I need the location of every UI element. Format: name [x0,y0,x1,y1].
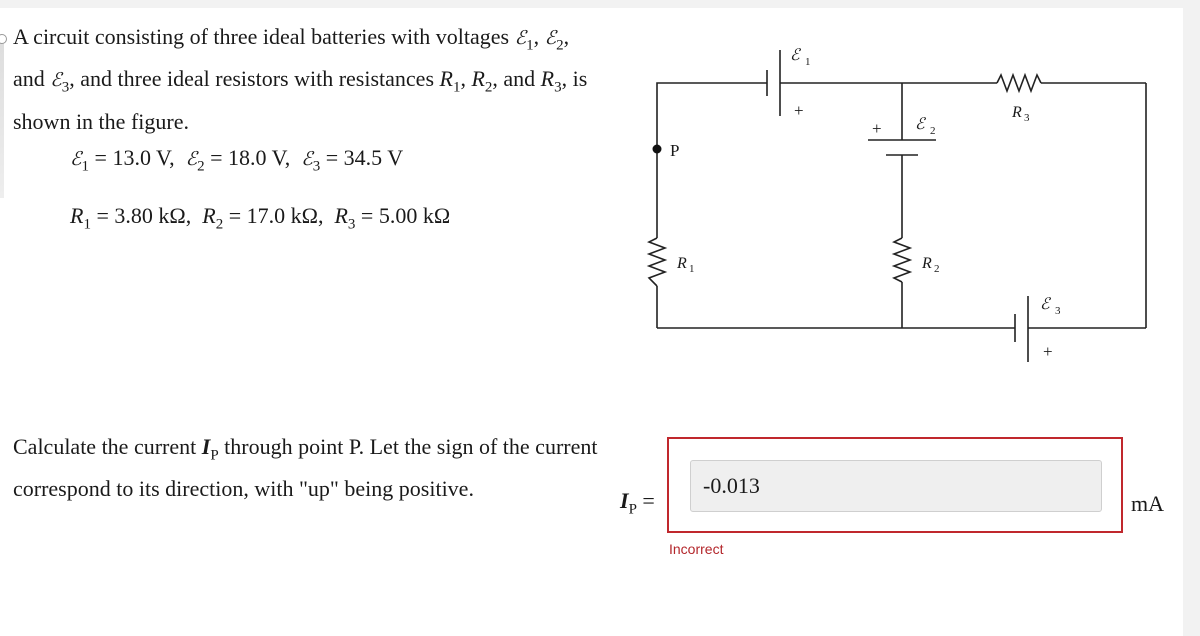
circuit-labels [670,45,1061,361]
voltage-e2: 18.0 V [228,145,285,170]
plus-e3: + [1043,342,1053,361]
voltage-e1: 13.0 V [112,145,170,170]
label-r1: R [677,255,687,272]
subscript: 3 [61,79,70,96]
label-r3-sub: 3 [1024,112,1030,124]
plus-e2: + [872,119,882,138]
problem-intro [13,20,603,139]
subscript: 2 [556,37,564,54]
question-text [13,430,603,506]
resistance-r1: 3.80 kΩ [114,203,186,228]
current-symbol: I [201,434,211,459]
resistor-symbol: R [540,66,555,92]
subscript: 3 [312,158,321,175]
label-e2: ℰ [915,114,925,133]
emf-symbol: ℰ [50,69,62,92]
question-part: Calculate the current [13,434,202,459]
resistance-r3: 5.00 kΩ [378,203,451,228]
resistance-r2: 17.0 kΩ [246,203,318,228]
answer-symbol: I [620,488,629,513]
resistor-symbol: R [334,203,348,228]
label-r2-sub: 2 [934,263,940,275]
label-e1-sub: 1 [805,56,811,68]
question-part: through point P. Let the sign of the current correspond to its direction, with "up" being positive. [13,434,598,502]
resistor-symbol: R [471,66,485,92]
plus-e1: + [794,101,804,120]
subscript: 3 [347,216,356,233]
intro-text: , [460,66,472,92]
wire-left [657,83,767,328]
subscript: 1 [81,158,90,175]
resistor-symbol: R [439,66,453,92]
resistor-r2-zigzag [894,238,910,282]
intro-text: , is shown in the figure. [13,66,588,134]
point-p-label: P [670,141,680,160]
label-e2-sub: 2 [930,125,936,137]
answer-label [620,488,655,518]
intro-text: , and [492,66,541,92]
subscript: 1 [526,37,534,54]
answer-unit: mA [1131,491,1164,516]
intro-text: , and [13,24,570,92]
label-r2: R [922,255,932,272]
answer-equals: = [642,488,655,513]
answer-input[interactable] [690,460,1102,512]
answer-subscript: P [628,501,637,518]
subscript: 1 [83,216,91,233]
subscript: 1 [452,79,461,96]
voltage-e3: 34.5 V [343,145,404,170]
resistance-values: $R_1 = 3.80$ kΩ, $R_2 = 17.0$ kΩ, $R_3 = 5.00$ kΩ [70,203,451,233]
resistor-symbol: R [70,203,84,228]
subscript: 2 [197,158,205,175]
emf-symbol: ℰ [70,148,82,170]
circuit-wires [657,75,1146,328]
label-e1: ℰ [790,45,800,64]
intro-text: , and three ideal resistors with resistances [69,66,440,92]
feedback-incorrect: Incorrect [669,541,724,557]
intro-text: , [533,24,545,49]
label-r1-sub: 1 [689,263,695,275]
point-p-dot [653,145,662,154]
label-e3: ℰ [1040,294,1050,313]
emf-symbol: ℰ [514,27,527,49]
emf-symbol: ℰ [185,148,198,170]
subscript: 2 [484,79,493,96]
circuit-diagram [600,30,1160,380]
intro-text: A circuit consisting of three ideal batteries with voltages [13,24,515,49]
emf-symbol: ℰ [544,27,557,49]
subscript: 2 [215,216,224,233]
emf-symbol: ℰ [301,148,313,170]
label-e3-sub: 3 [1055,305,1061,317]
voltage-values: ℰ$_1$ = 13.0 V, ℰ$_2$ = 18.0 V, ℰ$_3$ = 34.5 V [70,145,404,175]
left-edge-strip [0,38,4,198]
subscript: P [210,447,219,464]
label-r3: R [1012,104,1022,121]
resistor-r3-zigzag [997,75,1041,91]
subscript: 3 [554,79,562,96]
resistor-symbol: R [202,203,216,228]
